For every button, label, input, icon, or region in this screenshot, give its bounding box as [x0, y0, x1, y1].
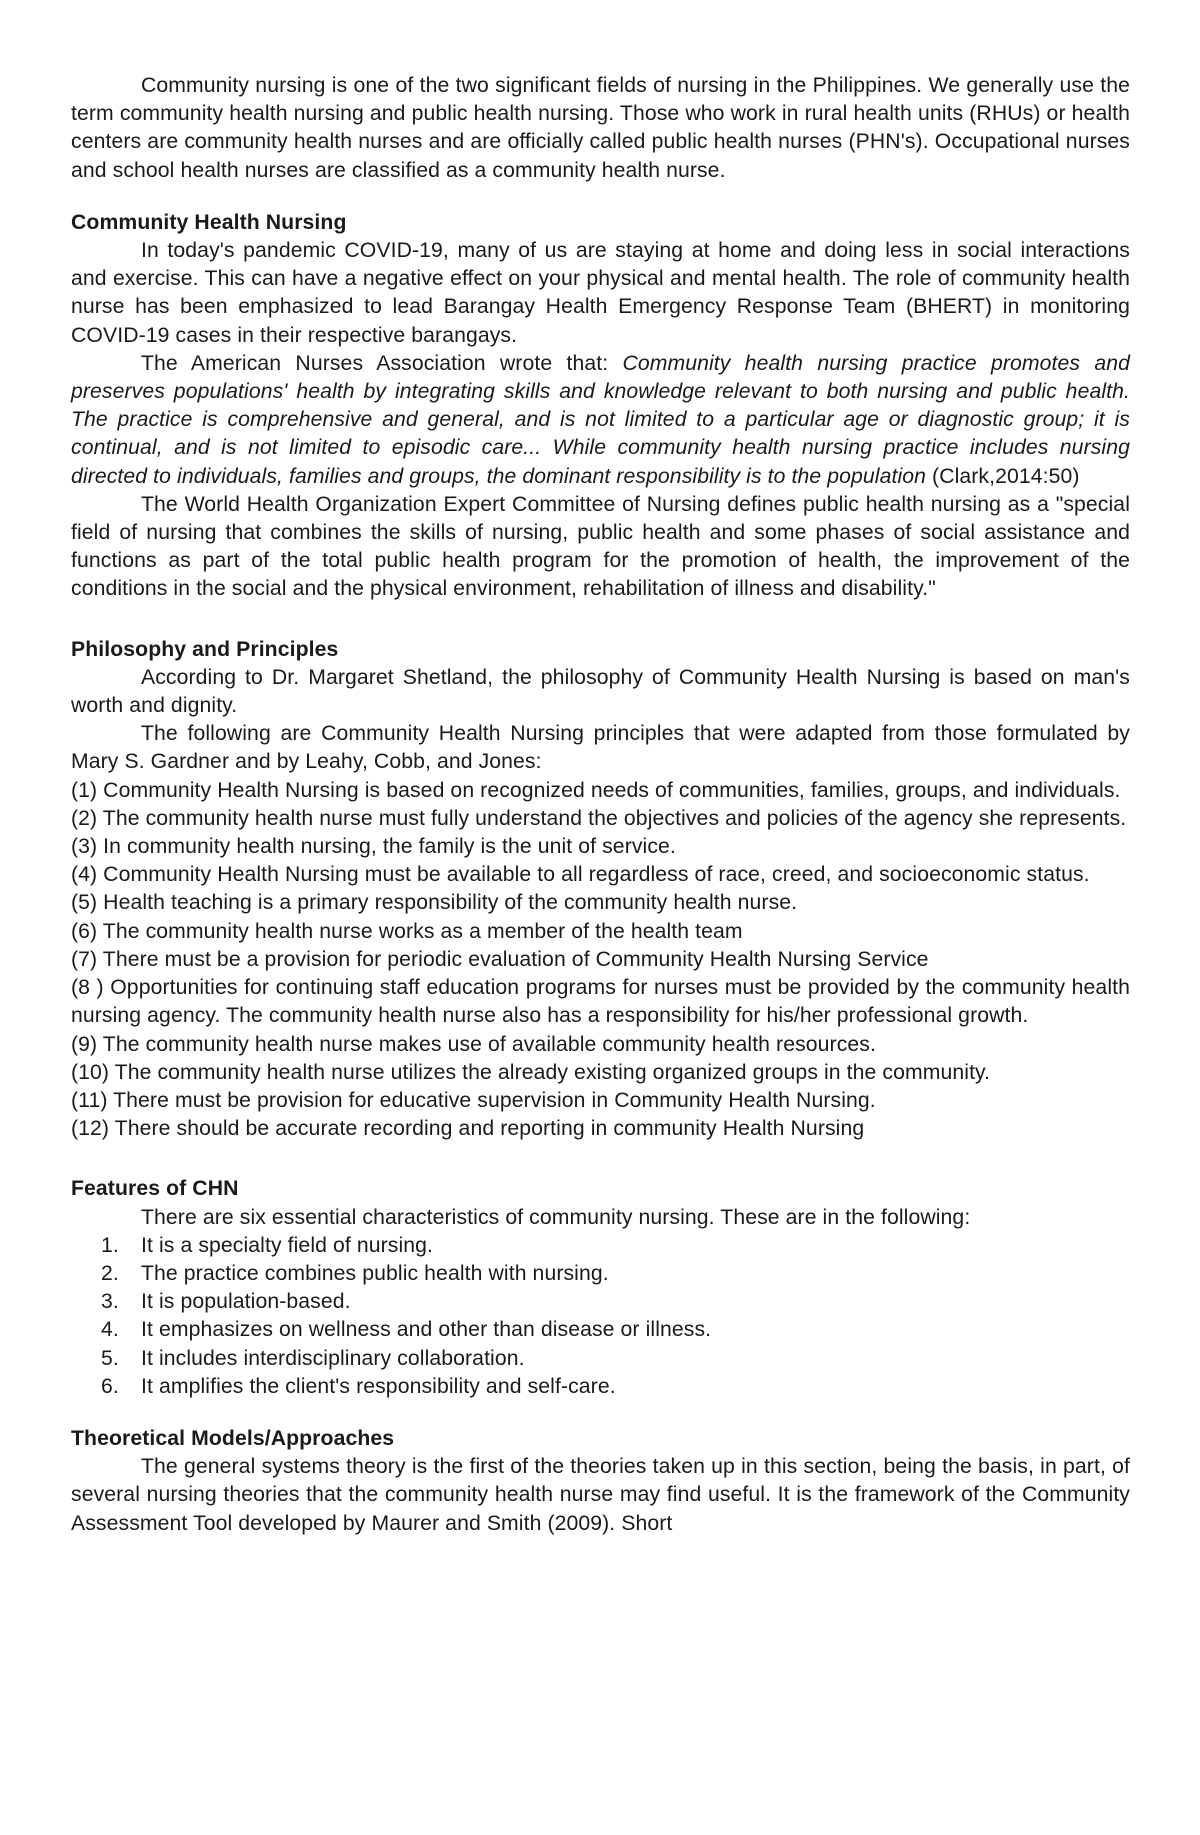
principle-item: (8 ) Opportunities for continuing staff education programs for nurses must be provided by the community health nursing agency. The community health nurse also has a responsibility for his/her professional growth.	[71, 976, 1130, 1028]
feature-text: It is population-based.	[141, 1290, 351, 1314]
feature-text: It emphasizes on wellness and other than disease or illness.	[141, 1318, 712, 1342]
intro-paragraph: Community nursing is one of the two significant fields of nursing in the Philippines. We generally use the term community health nursing and public health nursing. Those who work in rural health units (RHUs) or health centers are community health nurses and are officially called public health nurses (PHN's). Occupational nurses and school health nurses are classified as a community health nurse.	[71, 74, 1130, 182]
chn-paragraph-who: The World Health Organization Expert Committee of Nursing defines public health nursing as a "special field of nursing that combines the skills of nursing, public health and some phases of social assistance and functions as part of the total public health program for the promotion of health, the improvement of the conditions in the social and the physical environment, rehabilitation of illness and disability."	[71, 492, 1130, 601]
principle-item: (12) There should be accurate recording and reporting in community Health Nursing	[71, 1117, 865, 1141]
theory-paragraph: The general systems theory is the first of the theories taken up in this section, being the basis, in part, of several nursing theories that the community health nurse may find useful. It is the framework of the Community Assessment Tool developed by Maurer and Smith (2009). Short	[71, 1455, 1130, 1535]
feature-number: 2.	[101, 1261, 119, 1285]
features-intro: There are six essential characteristics of community nursing. These are in the following:	[141, 1205, 971, 1229]
principle-item: (5) Health teaching is a primary responsibility of the community health nurse.	[71, 891, 798, 915]
feature-item	[101, 1373, 1130, 1401]
feature-number: 5.	[101, 1346, 119, 1370]
features-list	[71, 1232, 1130, 1401]
principle-item: (7) There must be a provision for periodic evaluation of Community Health Nursing Service	[71, 947, 929, 971]
chn-paragraph-covid: In today's pandemic COVID-19, many of us are staying at home and doing less in social interactions and exercise. This can have a negative effect on your physical and mental health. The role of community health nurse has been emphasized to lead Barangay Health Emergency Response Team (BHERT) in monitoring COVID-19 cases in their respective barangays.	[71, 239, 1130, 347]
feature-text: It includes interdisciplinary collaboration.	[141, 1346, 525, 1370]
feature-number: 4.	[101, 1318, 119, 1342]
principles-list	[71, 777, 1130, 1144]
ana-citation: (Clark,2014:50)	[926, 464, 1080, 488]
feature-item	[101, 1316, 1130, 1344]
principle-item: (4) Community Health Nursing must be available to all regardless of race, creed, and socioeconomic status.	[71, 863, 1090, 887]
heading-philosophy-principles: Philosophy and Principles	[71, 637, 339, 661]
feature-number: 3.	[101, 1290, 119, 1314]
feature-item	[101, 1345, 1130, 1373]
chn-paragraph-ana	[71, 350, 1130, 491]
philosophy-paragraph-intro: The following are Community Health Nursing principles that were adapted from those formulated by Mary S. Gardner and by Leahy, Cobb, and Jones:	[71, 722, 1130, 774]
principle-item: (1) Community Health Nursing is based on recognized needs of communities, families, groups, and individuals.	[71, 778, 1121, 802]
ana-lead-text: The American Nurses Association wrote that:	[141, 351, 623, 375]
principle-item: (9) The community health nurse makes use of available community health resources.	[71, 1032, 876, 1056]
principle-item: (6) The community health nurse works as a member of the health team	[71, 919, 743, 943]
feature-number: 6.	[101, 1374, 119, 1398]
feature-number: 1.	[101, 1233, 119, 1257]
heading-theoretical-models: Theoretical Models/Approaches	[71, 1426, 395, 1450]
principle-item: (2) The community health nurse must fully understand the objectives and policies of the agency she represents.	[71, 806, 1127, 830]
principle-item: (3) In community health nursing, the family is the unit of service.	[71, 835, 676, 859]
feature-item	[101, 1288, 1130, 1316]
heading-features-chn: Features of CHN	[71, 1177, 239, 1201]
principle-item: (11) There must be provision for educative supervision in Community Health Nursing.	[71, 1088, 876, 1112]
heading-community-health-nursing: Community Health Nursing	[71, 210, 347, 234]
feature-text: It is a specialty field of nursing.	[141, 1233, 434, 1257]
feature-item	[101, 1260, 1130, 1288]
philosophy-paragraph-shetland: According to Dr. Margaret Shetland, the philosophy of Community Health Nursing is based on man's worth and dignity.	[71, 665, 1130, 718]
feature-item	[101, 1232, 1130, 1260]
principle-item: (10) The community health nurse utilizes the already existing organized groups in the community.	[71, 1060, 991, 1084]
feature-text: It amplifies the client's responsibility and self-care.	[141, 1374, 616, 1398]
ana-quote: Community health nursing practice promotes and preserves populations' health by integrating skills and knowledge relevant to both nursing and public health. The practice is comprehensive and general, and is not limited to a particular age or diagnostic group; it is continual, and is not limited to episodic care... While community health nursing practice includes nursing directed to individuals, families and groups, the dominant responsibility is to the population	[71, 351, 1131, 488]
feature-text: The practice combines public health with nursing.	[141, 1261, 609, 1285]
